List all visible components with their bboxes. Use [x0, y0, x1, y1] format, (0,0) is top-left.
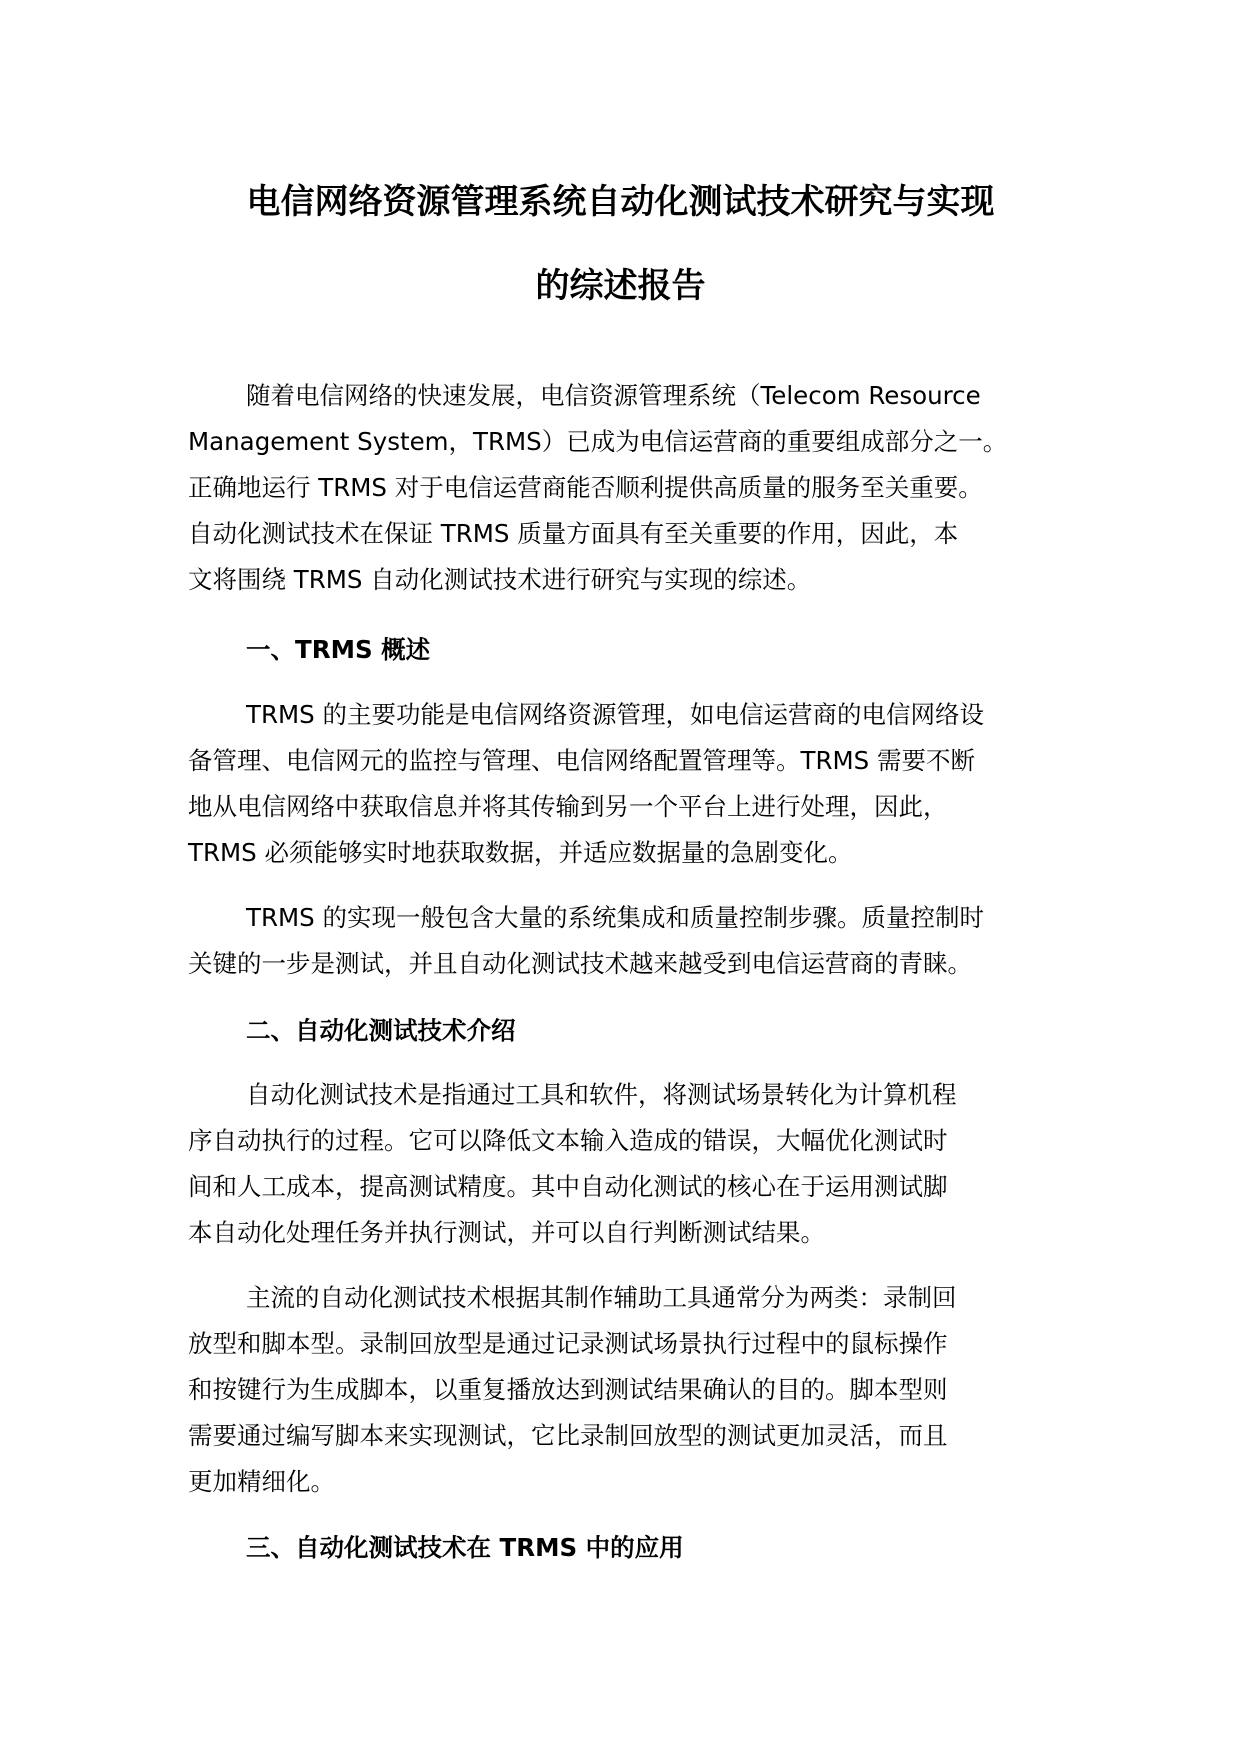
paragraph-line: 主流的自动化测试技术根据其制作辅助工具通常分为两类：录制回	[246, 1283, 957, 1312]
paragraph-line: 间和人工成本，提高测试精度。其中自动化测试的核心在于运用测试脚	[188, 1172, 948, 1201]
paragraph-trms-implementation	[188, 895, 1068, 987]
paragraph-line: 随着电信网络的快速发展，电信资源管理系统（Telecom Resource	[246, 381, 981, 410]
document-title-line-1: 电信网络资源管理系统自动化测试技术研究与实现	[246, 182, 995, 222]
paragraph-automation-intro	[188, 1072, 1068, 1256]
paragraph-trms-overview	[188, 692, 1068, 876]
paragraph-line: 和按键行为生成脚本，以重复播放达到测试结果确认的目的。脚本型则	[188, 1375, 948, 1404]
paragraph-line: 本自动化处理任务并执行测试，并可以自行判断测试结果。	[188, 1218, 825, 1247]
paragraph-line: 序自动执行的过程。它可以降低文本输入造成的错误，大幅优化测试时	[188, 1126, 948, 1155]
paragraph-line: 地从电信网络中获取信息并将其传输到另一个平台上进行处理，因此，	[188, 792, 948, 821]
section-heading-3: 三、自动化测试技术在 TRMS 中的应用	[246, 1533, 684, 1562]
paragraph-line: 需要通过编写脚本来实现测试，它比录制回放型的测试更加灵活，而且	[188, 1421, 948, 1450]
section-heading-2: 二、自动化测试技术介绍	[246, 1016, 516, 1045]
paragraph-line: 放型和脚本型。录制回放型是通过记录测试场景执行过程中的鼠标操作	[188, 1329, 948, 1358]
paragraph-line: TRMS 必须能够实时地获取数据，并适应数据量的急剧变化。	[188, 838, 853, 867]
paragraph-line: 更加精细化。	[188, 1467, 335, 1496]
paragraph-line: 正确地运行 TRMS 对于电信运营商能否顺利提供高质量的服务至关重要。	[188, 473, 983, 502]
paragraph-line: 文将围绕 TRMS 自动化测试技术进行研究与实现的综述。	[188, 565, 812, 594]
paragraph-line: 自动化测试技术是指通过工具和软件，将测试场景转化为计算机程	[246, 1080, 957, 1109]
paragraph-automation-types	[188, 1275, 1068, 1505]
paragraph-line: Management System，TRMS）已成为电信运营商的重要组成部分之一。	[188, 427, 1008, 456]
paragraph-line: TRMS 的主要功能是电信网络资源管理，如电信运营商的电信网络设	[246, 700, 984, 729]
paragraph-line: 备管理、电信网元的监控与管理、电信网络配置管理等。TRMS 需要不断	[188, 746, 975, 775]
paragraph-intro	[188, 373, 1068, 603]
paragraph-line: 自动化测试技术在保证 TRMS 质量方面具有至关重要的作用，因此，本	[188, 519, 959, 548]
paragraph-line: 关键的一步是测试，并且自动化测试技术越来越受到电信运营商的青睐。	[188, 949, 972, 978]
paragraph-line: TRMS 的实现一般包含大量的系统集成和质量控制步骤。质量控制时	[246, 903, 984, 932]
section-heading-1: 一、TRMS 概述	[246, 635, 431, 664]
document-title-line-2: 的综述报告	[535, 266, 706, 306]
